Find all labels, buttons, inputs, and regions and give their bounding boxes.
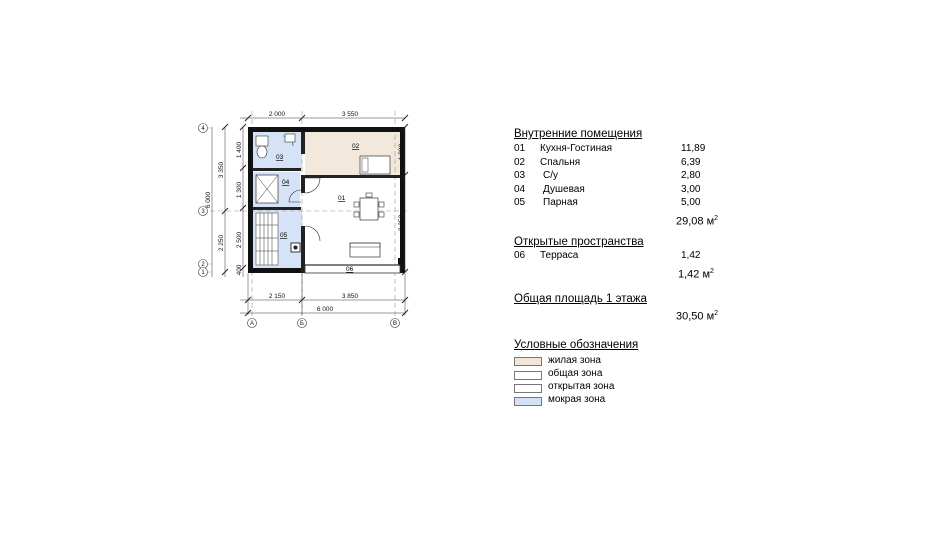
interior-total	[676, 212, 718, 229]
floor-heading: Общая площадь 1 этажа	[514, 293, 647, 305]
legend-swatch	[514, 371, 542, 380]
room-label-03: 03	[276, 154, 284, 161]
dim-bottom-1: 2 150	[268, 293, 286, 300]
dim-left-inner-3: 2 500	[236, 231, 243, 249]
dim-bottom-total: 6 000	[316, 306, 334, 313]
floor-total-value: 30,50 м	[676, 310, 715, 323]
legend-label: общая зона	[548, 368, 603, 379]
open-heading: Открытые пространства	[514, 236, 644, 248]
room-no: 04	[514, 184, 526, 195]
dim-right-2: 3 350	[398, 214, 405, 232]
room-no: 03	[514, 170, 526, 181]
axis-row-3: 3	[201, 209, 205, 216]
legend-label: открытая зона	[548, 381, 615, 392]
dim-left-inner-4: 400	[236, 264, 243, 276]
room-area: 11,89	[681, 143, 706, 154]
room-label-06: 06	[346, 266, 354, 273]
room-name: Парная	[543, 197, 578, 208]
dim-right-1: 1 800	[398, 143, 405, 161]
room-label-02: 02	[352, 143, 360, 150]
room-no: 05	[514, 197, 526, 208]
dim-left-inner-2: 1 300	[236, 181, 243, 199]
room-area: 2,80	[681, 170, 701, 181]
open-total	[678, 265, 714, 282]
legend-label: жилая зона	[548, 355, 601, 366]
axis-row-4: 4	[201, 126, 205, 133]
legend-swatch	[514, 384, 542, 393]
axis-col-v: В	[392, 321, 398, 328]
dim-left-outer-1: 3 350	[218, 161, 225, 179]
axis-row-2: 2	[201, 262, 205, 269]
room-label-04: 04	[282, 179, 290, 186]
room-label-05: 05	[280, 232, 288, 239]
axis-col-a: А	[249, 321, 255, 328]
axis-row-1: 1	[201, 270, 205, 277]
legend-label: мокрая зона	[548, 394, 606, 405]
interior-heading: Внутренние помещения	[514, 128, 643, 140]
room-no: 01	[514, 143, 526, 154]
interior-total-value: 29,08 м	[676, 215, 715, 228]
dim-left-inner-1: 1 400	[236, 141, 243, 159]
legend-swatch	[514, 397, 542, 406]
dim-bottom-2: 3 850	[341, 293, 359, 300]
room-name: С/у	[543, 170, 558, 181]
room-label-01: 01	[338, 195, 346, 202]
superscript: 2	[710, 268, 714, 275]
dim-left-total: 6 000	[205, 191, 212, 209]
open-total-value: 1,42 м	[678, 268, 711, 281]
room-area: 1,42	[681, 250, 701, 261]
room-name: Кухня-Гостиная	[540, 143, 613, 154]
dim-top-2: 3 550	[341, 111, 359, 118]
room-area: 6,39	[681, 157, 701, 168]
keys-heading: Условные обозначения	[514, 339, 639, 351]
superscript: 2	[714, 215, 719, 222]
room-no: 02	[514, 157, 526, 168]
floor-total	[676, 307, 718, 324]
room-name: Спальня	[540, 157, 581, 168]
room-name: Терраса	[540, 250, 579, 261]
axis-col-b: Б	[300, 321, 304, 328]
dim-left-outer-2: 2 250	[218, 234, 225, 252]
room-no: 06	[514, 250, 526, 261]
room-area: 5,00	[681, 197, 701, 208]
superscript: 2	[714, 310, 719, 317]
legend-swatch	[514, 357, 542, 366]
room-area: 3,00	[681, 184, 701, 195]
dim-top-1: 2 000	[268, 111, 286, 118]
room-name: Душевая	[543, 184, 585, 195]
